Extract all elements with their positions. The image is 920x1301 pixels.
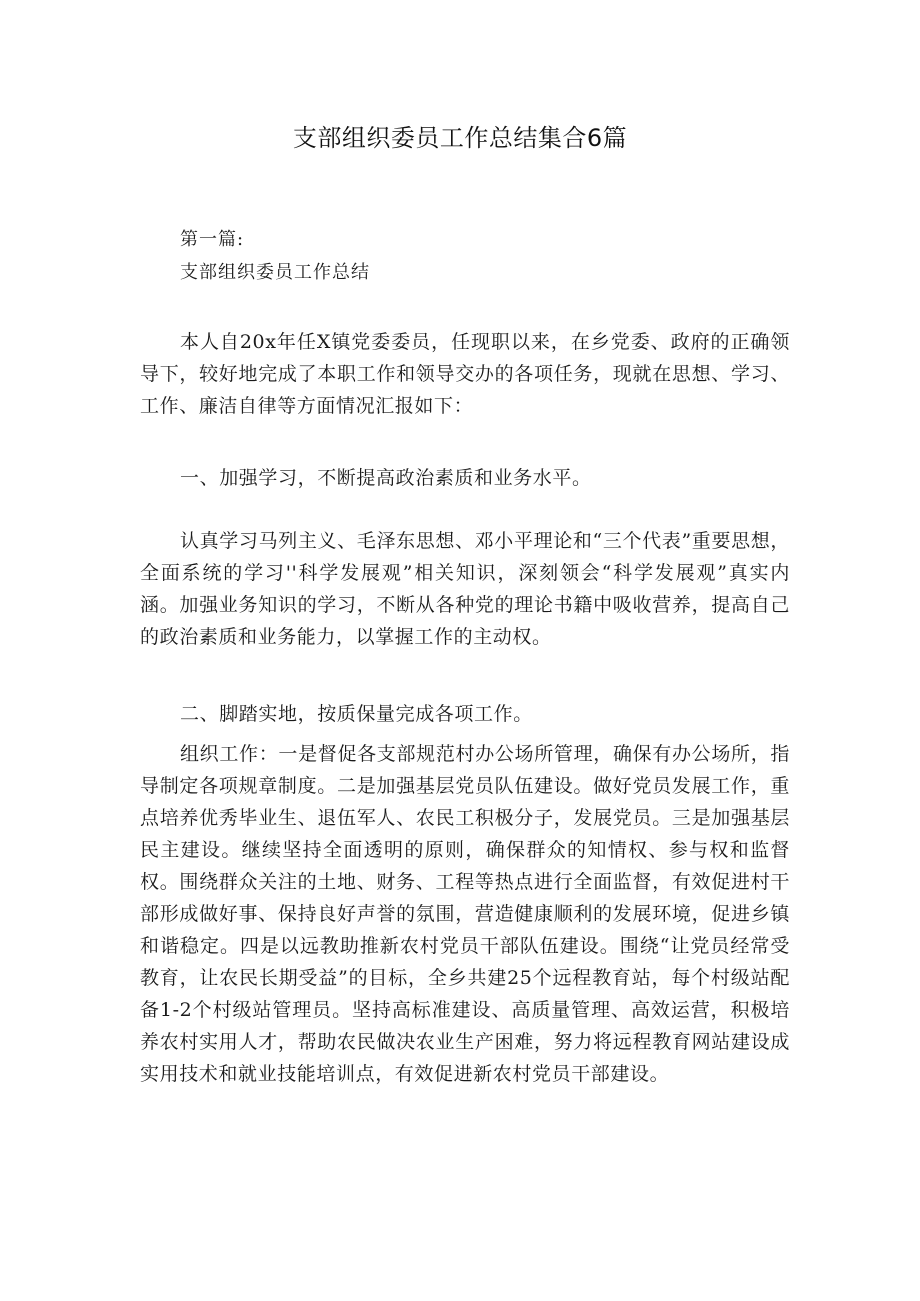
part-label: 第一篇:	[180, 229, 245, 250]
section-1-block	[140, 525, 790, 653]
section-2-heading: 二、脚踏实地，按质保量完成各项工作。	[180, 703, 533, 725]
section-2-block	[140, 738, 790, 1090]
document-title: 支部组织委员工作总结集合6篇	[292, 124, 628, 152]
section-1-paragraph: 认真学习马列主义、毛泽东思想、邓小平理论和“三个代表”重要思想，全面系统的学习''科学发展观”相关知识，深刻领会“科学发展观”真实内涵。加强业务知识的学习，不断从各种党的理论书籍中吸收营养，提高自己的政治素质和业务能力，以掌握工作的主动权。	[140, 530, 790, 648]
part-subtitle: 支部组织委员工作总结	[180, 262, 370, 283]
intro-paragraph-block	[140, 326, 790, 422]
section-2-paragraph: 组织工作：一是督促各支部规范村办公场所管理，确保有办公场所，指导制定各项规章制度。二是加强基层党员队伍建设。做好党员发展工作，重点培养优秀毕业生、退伍军人、农民工积极分子，发展党员。三是加强基层民主建设。继续坚持全面透明的原则，确保群众的知情权、参与权和监督权。围绕群众关注的土地、财务、工程等热点进行全面监督，有效促进村干部形成做好事、保持良好声誉的氛围，营造健康顺利的发展环境，促进乡镇和谐稳定。四是以远教助推新农村党员干部队伍建设。围绕“让党员经常受教育，让农民长期受益”的目标，全乡共建25个远程教育站，每个村级站配备1-2个村级站管理员。坚持高标准建设、高质量管理、高效运营，积极培养农村实用人才，帮助农民做决农业生产困难，努力将远程教育网站建设成实用技术和就业技能培训点，有效促进新农村党员干部建设。	[140, 743, 790, 1085]
intro-paragraph: 本人自20x年任X镇党委委员，任现职以来，在乡党委、政府的正确领导下，较好地完成了本职工作和领导交办的各项任务，现就在思想、学习、工作、廉洁自律等方面情况汇报如下：	[140, 331, 790, 417]
section-1-heading: 一、加强学习，不断提高政治素质和业务水平。	[180, 467, 592, 489]
